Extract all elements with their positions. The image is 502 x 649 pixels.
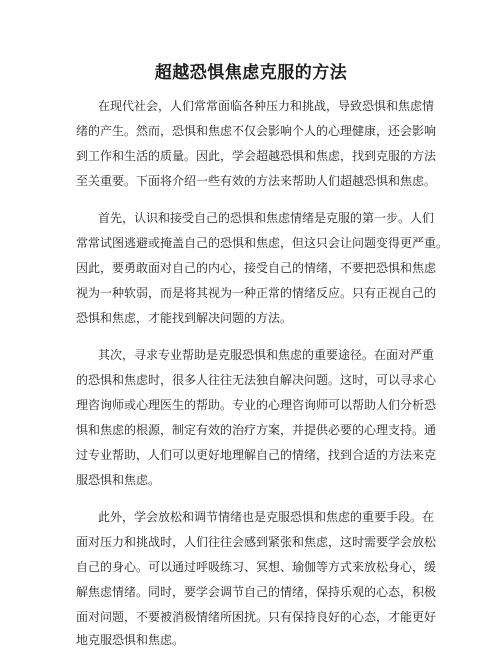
paragraph-line: 理咨询师或心理医生的帮助。专业的心理咨询师可以帮助人们分析恐 [76, 398, 437, 412]
paragraph-line: 绪的产生。然而，恐惧和焦虑不仅会影响个人的心理健康，还会影响 [76, 124, 437, 138]
paragraph-line: 面对问题，不要被消极情绪所困扰。只有保持良好的心态，才能更好 [76, 610, 437, 624]
paragraph-line: 自己的身心。可以通过呼吸练习、冥想、瑜伽等方式来放松身心，缓 [76, 560, 437, 574]
paragraph-line: 过专业帮助，人们可以更好地理解自己的情绪，找到合适的方法来克 [76, 448, 437, 462]
paragraph-line: 视为一种软弱，而是将其视为一种正常的情绪反应。只有正视自己的 [76, 286, 437, 300]
paragraph-line: 其次，寻求专业帮助是克服恐惧和焦虑的重要途径。在面对严重 [98, 348, 435, 362]
paragraph-line: 惧和焦虑的根源，制定有效的治疗方案，并提供必要的心理支持。通 [76, 423, 437, 437]
paragraph-line: 的恐惧和焦虑时，很多人往往无法独自解决问题。这时，可以寻求心 [76, 373, 437, 387]
paragraph-line: 地克服恐惧和焦虑。 [76, 633, 185, 647]
paragraph-line: 服恐惧和焦虑。 [76, 473, 161, 487]
document-title: 超越恐惧焦虑克服的方法 [154, 63, 348, 83]
paragraph-line: 常常试图逃避或掩盖自己的恐惧和焦虑，但这只会让问题变得更严重。 [76, 236, 449, 250]
paragraph-line: 面对压力和挑战时，人们往往会感到紧张和焦虑，这时需要学会放松 [76, 535, 437, 549]
paragraph-line: 恐惧和焦虑，才能找到解决问题的方法。 [76, 311, 293, 325]
paragraph-line: 至关重要。下面将介绍一些有效的方法来帮助人们超越恐惧和焦虑。 [76, 174, 437, 188]
paragraph-line: 到工作和生活的质量。因此，学会超越恐惧和焦虑，找到克服的方法 [76, 149, 437, 163]
paragraph-line: 因此，要勇敢面对自己的内心，接受自己的情绪，不要把恐惧和焦虑 [76, 261, 437, 275]
paragraph-line: 首先，认识和接受自己的恐惧和焦虑情绪是克服的第一步。人们 [98, 211, 435, 225]
paragraph-line: 此外，学会放松和调节情绪也是克服恐惧和焦虑的重要手段。在 [98, 510, 435, 524]
paragraph-line: 在现代社会，人们常常面临各种压力和挑战，导致恐惧和焦虑情 [98, 99, 435, 113]
paragraph-line: 解焦虑情绪。同时，要学会调节自己的情绪，保持乐观的心态，积极 [76, 585, 437, 599]
